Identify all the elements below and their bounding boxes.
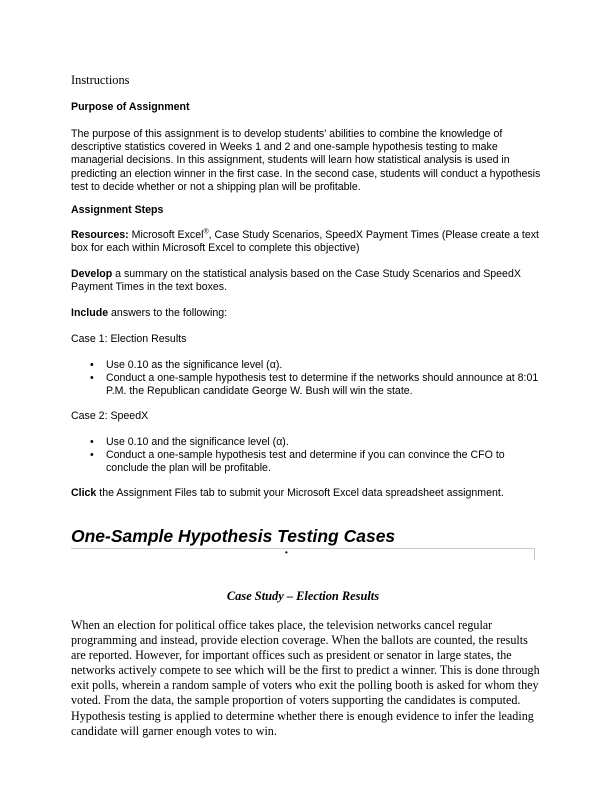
heading-rule-end [534,548,535,560]
list-item: • Conduct a one-sample hypothesis test to determine if the networks should announce at 8:01 P.M. the Republican candidate George W. Bush will win the state. [90,372,540,398]
list-item: • Use 0.10 and the significance level (α). [90,436,540,449]
resources-label: Resources: [71,229,129,241]
include-paragraph [71,307,541,320]
purpose-heading: Purpose of Assignment [71,101,190,113]
heading-rule [71,548,535,549]
click-label: Click [71,487,97,499]
instructions-label: Instructions [71,73,130,87]
steps-heading: Assignment Steps [71,204,164,216]
case-study-paragraph: When an election for political office takes place, the television networks cancel regular programming and instead, provide election coverage. When the ballots are counted, the results are reported. However, for important offices such as president or senator in large states, the networks actively compete to see which will be the first to predict a winner. This is done through exit polls, wherein a random sample of voters who exit the polling booth is asked for whom they voted. From the data, the sample proportion of voters supporting the candidates is computed. Hypothesis testing is applied to determine whether there is enough evidence to infer the leading candidate will garner enough votes to win. [71,618,540,738]
purpose-paragraph: The purpose of this assignment is to develop students' abilities to combine the knowledge of descriptive statistics covered in Weeks 1 and 2 and one-sample hypothesis testing to make managerial decisions. In this assignment, students will learn how statistical analysis is used in predicting an election winner in the first case. In the second case, students will conduct a hypothesis test to decide whether or not a shipping plan will be profitable. [71,128,541,193]
develop-text: a summary on the statistical analysis based on the Case Study Scenarios and SpeedX Payment Times in the text boxes. [71,268,521,294]
click-text: the Assignment Files tab to submit your Microsoft Excel data spreadsheet assignment. [96,487,504,499]
resources-text: , Case Study Scenarios, SpeedX Payment Times (Please create a text box for each within Microsoft Excel to complete this objective) [71,229,539,255]
list-item: • Use 0.10 as the significance level (α). [90,359,540,372]
case2-title: Case 2: SpeedX [71,410,149,422]
bullet-marker: • [285,548,288,557]
develop-label: Develop [71,268,113,280]
resources-excel: Microsoft Excel [128,229,204,241]
click-paragraph [71,487,541,500]
resources-paragraph [71,229,541,255]
list-item: • Conduct a one-sample hypothesis test and determine if you can convince the CFO to conclude the plan will be profitable. [90,449,540,475]
develop-paragraph [71,268,541,294]
case-study-title: Case Study – Election Results [226,589,380,603]
case2-list [90,436,540,476]
cases-heading: One-Sample Hypothesis Testing Cases [71,526,396,546]
registered-mark: ® [203,228,209,236]
include-label: Include [71,307,109,319]
include-text: answers to the following: [108,307,228,319]
case1-title: Case 1: Election Results [71,333,187,345]
case1-list [90,359,540,399]
